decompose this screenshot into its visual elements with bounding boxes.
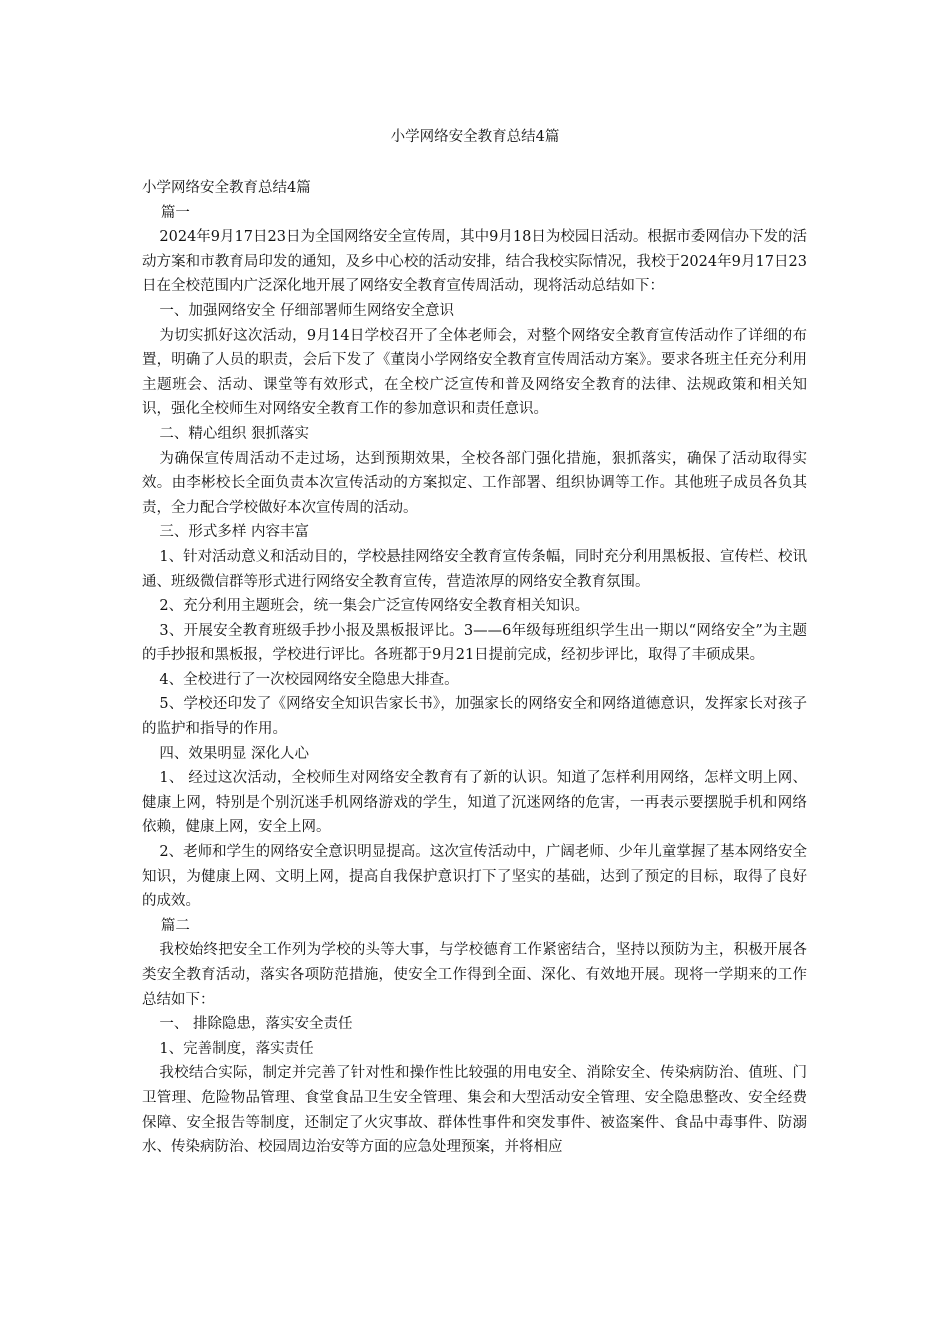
section-heading: 四、效果明显 深化人心 [159,745,309,762]
section-heading: 二、精心组织 狠抓落实 [159,425,309,442]
paragraph: 我校始终把安全工作列为学校的头等大事，与学校德育工作紧密结合，坚持以预防为主，积极开展各类安全教育活动，落实各项防范措施，使安全工作得到全面、深化、有效地开展。现将一学期来的工作总结如下： [142,942,807,1008]
paragraph: 为切实抓好这次活动，9月14日学校召开了全体老师会，对整个网络安全教育宣传活动作了详细的布置，明确了人员的职责，会后下发了《董岗小学网络安全教育宣传周活动方案》。要求各班主任充分利用主题班会、活动、课堂等有效形式，在全校广泛宣传和普及网络安全教育的法律、法规政策和相关知识，强化全校师生对网络安全教育工作的参加意识和责任意识。 [142,327,807,418]
list-item: 2、老师和学生的网络安全意识明显提高。这次宣传活动中，广阔老师、少年儿童掌握了基本网络安全知识，为健康上网、文明上网，提高自我保护意识打下了坚实的基础，达到了预定的目标，取得了良好的成效。 [142,844,807,910]
subsection-heading: 1、完善制度，落实责任 [159,1040,314,1057]
paragraph: 2024年9月17日23日为全国网络安全宣传周，其中9月18日为校园日活动。根据市委网信办下发的活动方案和市教育局印发的通知，及乡中心校的活动安排，结合我校实际情况，我校于2024年9月17日23日在全校范围内广泛深化地开展了网络安全教育宣传周活动，现将活动总结如下： [142,229,807,295]
section-heading: 一、加强网络安全 仔细部署师生网络安全意识 [159,302,454,319]
list-item: 1、针对活动意义和活动目的，学校悬挂网络安全教育宣传条幅，同时充分利用黑板报、宣传栏、校讯通、班级微信群等形式进行网络安全教育宣传，营造浓厚的网络安全教育氛围。 [142,548,807,590]
section-heading: 一、 排除隐患，落实安全责任 [159,1016,353,1033]
document-body [142,176,807,1160]
section-heading: 三、形式多样 内容丰富 [159,524,309,541]
list-item: 4、全校进行了一次校园网络安全隐患大排查。 [159,671,459,688]
section-label-part-one: 篇一 [160,204,190,221]
paragraph: 为确保宣传周活动不走过场，达到预期效果，全校各部门强化措施，狠抓落实，确保了活动取得实效。由李彬校长全面负责本次宣传活动的方案拟定、工作部署、组织协调等工作。其他班子成员各负其责，全力配合学校做好本次宣传周的活动。 [142,450,807,516]
body-heading: 小学网络安全教育总结4篇 [142,180,311,196]
list-item: 1、 经过这次活动，全校师生对网络安全教育有了新的认识。知道了怎样利用网络，怎样文明上网、健康上网，特别是个别沉迷手机网络游戏的学生，知道了沉迷网络的危害，一再表示要摆脱手机和网络依赖，健康上网，安全上网。 [142,770,807,836]
document-title: 小学网络安全教育总结4篇 [390,129,560,145]
list-item: 3、开展安全教育班级手抄小报及黑板报评比。3——6年级每班组织学生出一期以“网络安全”为主题的手抄报和黑板报，学校进行评比。各班都于9月21日提前完成，经初步评比，取得了丰硕成果。 [142,622,807,664]
paragraph: 我校结合实际，制定并完善了针对性和操作性比较强的用电安全、消除安全、传染病防治、值班、门卫管理、危险物品管理、食堂食品卫生安全管理、集会和大型活动安全管理、安全隐患整改、安全经费保障、安全报告等制度，还制定了火灾事故、群体性事件和突发事件、被盗案件、食品中毒事件、防溺水、传染病防治、校园周边治安等方面的应急处理预案，并将相应 [142,1065,807,1156]
list-item: 5、学校还印发了《网络安全知识告家长书》，加强家长的网络安全和网络道德意识，发挥家长对孩子的监护和指导的作用。 [142,696,807,738]
list-item: 2、充分利用主题班会，统一集会广泛宣传网络安全教育相关知识。 [159,598,590,615]
section-label-part-two: 篇二 [160,917,190,934]
